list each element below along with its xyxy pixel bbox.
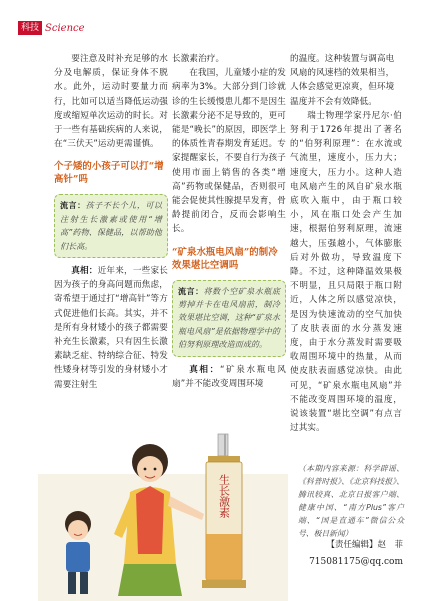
section-title: Science xyxy=(45,22,85,34)
paragraph: 长激素治疗。 xyxy=(172,54,225,64)
paragraph: 要注意及时补充足够的水分及电解质，保证身体不脱水。此外，运动时要量力而行，比如可以适当降低运动强度或缩短单次运动的时长。对于一些有基础疾病的人来说，在“三伏天”运动更需谨慎。 xyxy=(54,54,168,150)
subheading: “矿泉水瓶电风扇”的制冷效果堪比空调吗 xyxy=(172,246,278,271)
column-1 xyxy=(54,52,168,392)
paragraph: 瑞士物理学家丹尼尔·伯努利于1726年提出了著名的“伯努利原理”：在水流或气流里，速度小，压力大；速度大，压力小。这种人造电风扇产生的风自矿泉水瓶底吹入瓶中，由于瓶口较小，风在瓶口处会产生加速，根据伯努利原理，流速越大，压强越小，气体膨胀后对外做功，导致温度下降。不过，这种降温效果极不明显，且只局限于瓶口附近，人体之所以感觉凉快，是因为快速流动的空气加快了皮肤表面的水分蒸发速度，由于水分蒸发时需要吸收周围环境中的热量，从而使皮肤表面感觉凉快。由此可见，“矿泉水瓶电风扇”并不能改变周围环境的温度，说该装置“堪比空调”有点言过其实。 xyxy=(290,110,402,434)
paragraph xyxy=(54,264,168,392)
column-3 xyxy=(290,52,402,435)
truth-text: 近年来，一些家长因为孩子的身高问题而焦虑，寄希望于通过打“增高针”等方式促进他们长高。其实，并不是所有身材矮小的孩子都需要补充生长激素，只有因生长激素缺乏症、特纳综合征、特发性矮身材等引发的身材矮小才需要注射生 xyxy=(54,266,168,390)
rumor-label: 流言： xyxy=(60,201,86,211)
paragraph: 的温度。这种装置与调高电风扇的风速档的效果相当，人体会感觉更凉爽，但环境温度并不会有效降低。 xyxy=(290,54,395,107)
column-2 xyxy=(172,52,286,391)
subheading: 个子矮的小孩子可以打“增高针”吗 xyxy=(54,161,164,186)
editor-credit: 【责任编辑】赵 菲 xyxy=(326,540,403,550)
doctor-with-growth-hormone-bottle-and-child-icon xyxy=(18,414,302,601)
section-tag: 科技 xyxy=(18,21,42,35)
rumor-text: 孩子不长个儿，可以注射生长激素或使用“增高”药物、保健品，以帮助他们长高。 xyxy=(60,201,162,251)
rumor-label: 流言： xyxy=(178,286,204,296)
section-header xyxy=(18,20,85,36)
paragraph xyxy=(172,363,286,391)
bottle-label: 生长激素 xyxy=(217,474,231,518)
source-note: （本期内容来源：科学辟谣、《科普时报》、《北京科技报》、腾讯较真、北京日报客户端、健康中国、“南方Plus”客户端、“国是直通车”微信公众号、极目新闻） xyxy=(298,464,404,538)
rumor-box xyxy=(172,280,286,357)
truth-label: 真相： xyxy=(189,364,220,375)
rumor-text: 将数个空矿泉水瓶底剪掉并卡在电风扇前，制冷效果堪比空调，这种“矿泉水瓶电风扇”是依据物理学中的伯努利原理改造而成的。 xyxy=(178,286,280,350)
paragraph: 在我国，儿童矮小症的发病率为3%。大部分到门诊就诊的生长缓慢患儿都不是因生长激素分泌不足导致的，更可能是“晚长”的原因，即医学上的体质性青春期发育延迟。专家提醒家长，不要自行为孩子使用市面上销售的各类“增高”药物或保健品，否则很可能会促使其性腺提早发育，骨龄提前闭合，反而会影响生长。 xyxy=(172,68,286,235)
rumor-box xyxy=(54,194,168,258)
truth-label: 真相： xyxy=(71,266,98,277)
contact-email: 715081175@qq.com xyxy=(309,557,403,567)
truth-text: “矿泉水瓶电风扇”并不能改变周围环境 xyxy=(172,364,286,389)
growth-hormone-bottle xyxy=(202,434,246,588)
